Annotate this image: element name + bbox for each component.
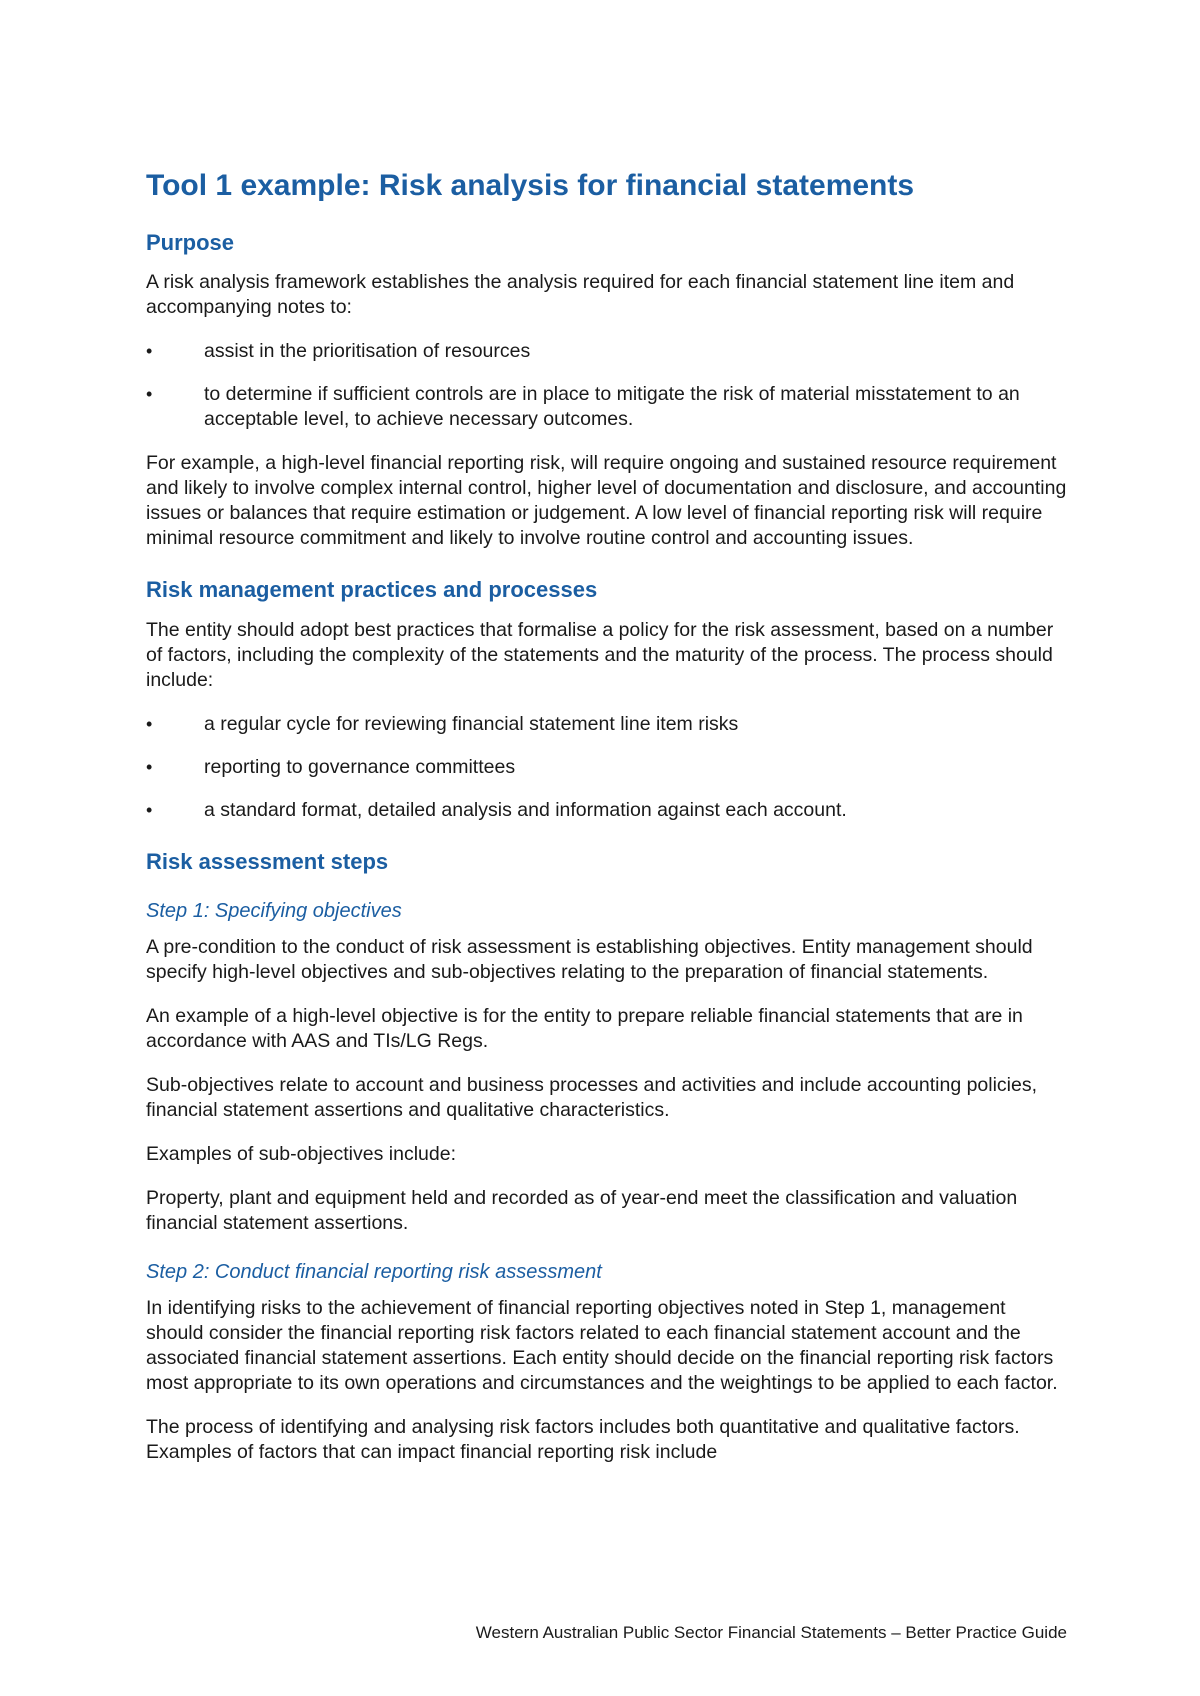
page-footer: Western Australian Public Sector Financial Statements – Better Practice Guide — [475, 1623, 1067, 1642]
list-item — [146, 339, 1068, 364]
list-item — [146, 798, 1068, 823]
list-item-text: assist in the prioritisation of resources — [204, 340, 531, 363]
bullet-icon: • — [146, 713, 153, 734]
bullet-icon: • — [146, 756, 153, 777]
step1-paragraph-5: Property, plant and equipment held and recorded as of year-end meet the classification and valuation financial statement assertions. — [146, 1187, 1018, 1235]
purpose-bullet-list — [146, 339, 1068, 432]
list-item-text: a standard format, detailed analysis and information against each account. — [204, 798, 847, 821]
risk-management-heading: Risk management practices and processes — [146, 577, 598, 603]
list-item-text: reporting to governance committees — [204, 755, 516, 778]
step1-paragraph-1: A pre-condition to the conduct of risk assessment is establishing objectives. Entity management should specify high-level objectives and sub-objectives relating to the preparation of financial statements. — [146, 936, 1033, 984]
risk-assessment-section — [146, 849, 1068, 1465]
risk-management-intro: The entity should adopt best practices that formalise a policy for the risk assessment, based on a number of factors, including the complexity of the statements and the maturity of the process. The process should include: — [146, 618, 1054, 691]
step1-heading: Step 1: Specifying objectives — [146, 900, 402, 923]
list-item — [146, 755, 1068, 780]
list-item — [146, 382, 1068, 432]
bullet-icon: • — [146, 799, 153, 820]
list-item-text: to determine if sufficient controls are in place to mitigate the risk of material misstatement to an acceptable level, to achieve necessary outcomes. — [204, 383, 1020, 431]
risk-management-section — [146, 577, 1068, 822]
step1-paragraph-2: An example of a high-level objective is for the entity to prepare reliable financial statements that are in accordance with AAS and TIs/LG Regs. — [146, 1005, 1023, 1053]
bullet-icon: • — [146, 384, 153, 405]
risk-assessment-heading: Risk assessment steps — [146, 848, 389, 874]
step2-section — [146, 1260, 1068, 1465]
step2-heading: Step 2: Conduct financial reporting risk assessment — [146, 1261, 602, 1284]
risk-management-bullet-list — [146, 712, 1068, 823]
bullet-icon: • — [146, 341, 153, 362]
page-title: Tool 1 example: Risk analysis for financial statements — [146, 169, 915, 202]
list-item-text: a regular cycle for reviewing financial statement line item risks — [204, 712, 739, 735]
document-page — [146, 168, 1068, 1484]
purpose-paragraph: For example, a high-level financial reporting risk, will require ongoing and sustained resource requirement and likely to involve complex internal control, higher level of documentation and disclosure, and accounting issues or balances that require estimation or judgement. A low level of financial reporting risk will require minimal resource commitment and likely to involve routine control and accounting issues. — [146, 452, 1067, 550]
step2-paragraph-2: The process of identifying and analysing risk factors includes both quantitative and qualitative factors. Examples of factors that can impact financial reporting risk include — [146, 1416, 1020, 1464]
purpose-heading: Purpose — [146, 230, 235, 255]
list-item — [146, 712, 1068, 737]
purpose-intro: A risk analysis framework establishes the analysis required for each financial statement line item and accompanying notes to: — [146, 271, 1015, 319]
step1-paragraph-4: Examples of sub-objectives include: — [146, 1143, 456, 1166]
step1-paragraph-3: Sub-objectives relate to account and business processes and activities and include accounting policies, financial statement assertions and qualitative characteristics. — [146, 1074, 1038, 1122]
step2-paragraph-1: In identifying risks to the achievement of financial reporting objectives noted in Step 1, management should consider the financial reporting risk factors related to each financial statement account and the associated financial statement assertions. Each entity should decide on the financial reporting risk factors most appropriate to its own operations and circumstances and the weightings to be applied to each factor. — [146, 1297, 1058, 1395]
step1-section — [146, 899, 1068, 1236]
purpose-section — [146, 230, 1068, 551]
